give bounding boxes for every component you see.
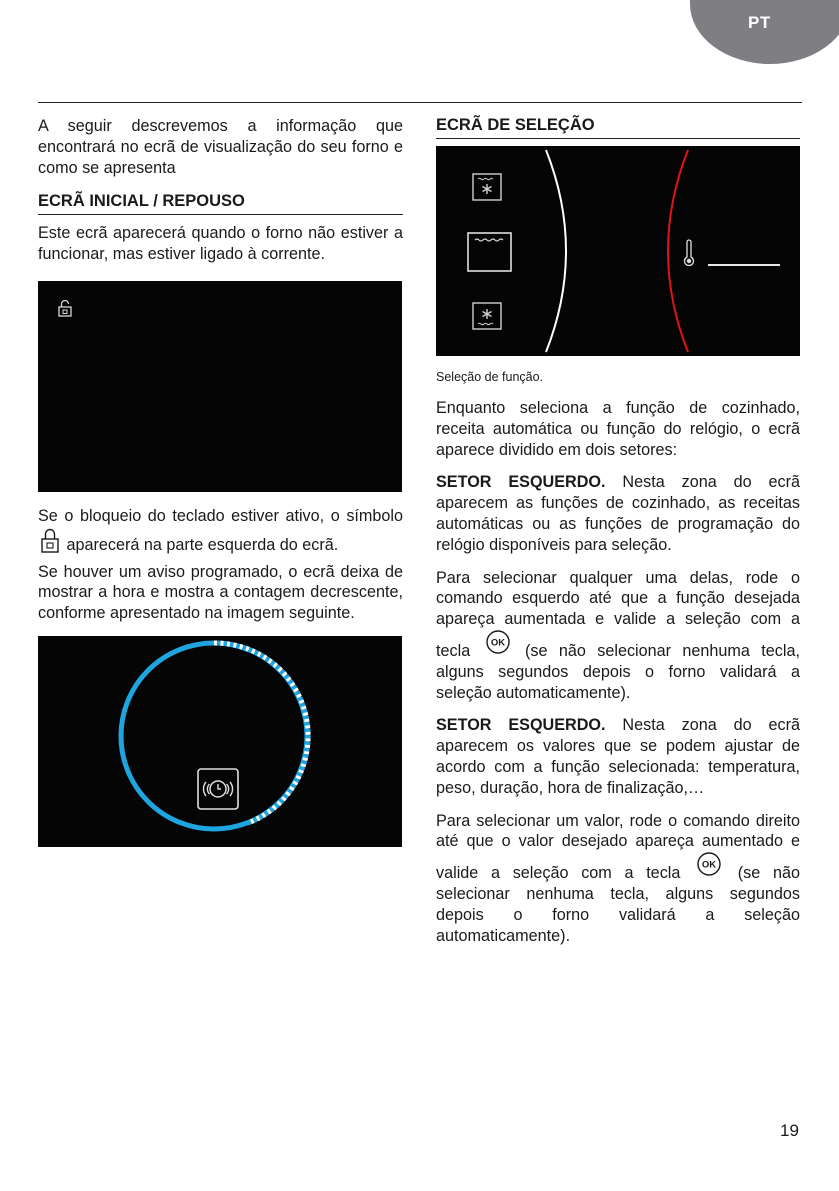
countdown-screen-image <box>38 636 402 847</box>
ok-button-icon <box>485 630 511 654</box>
section-title-home-screen: ECRÃ INICIAL / REPOUSO <box>38 192 403 215</box>
right-column <box>436 116 800 958</box>
fan-oven-icon <box>472 173 502 201</box>
section-title-selection-screen: ECRÃ DE SELEÇÃO <box>436 116 800 139</box>
lock-text-part2: aparecerá na parte esquerda do ecrã. <box>66 535 339 554</box>
alarm-clock-icon <box>197 768 239 810</box>
lock-icon <box>58 299 72 317</box>
thermometer-icon <box>683 239 695 267</box>
fan-bottom-heat-oven-icon <box>472 302 502 330</box>
header-rule <box>38 102 802 103</box>
standby-screen-image <box>38 281 402 492</box>
countdown-ring <box>38 636 402 847</box>
right-sector-text <box>436 715 800 798</box>
selection-intro-text: Enquanto seleciona a função de cozinhado, receita automática ou função do relógio, o ecrã aparece dividido em dois setores: <box>436 399 800 459</box>
select-value-part1: Para selecionar um valor, rode o comando direito até que o valor desejado apareça aumentado e valide a seleção com a tecla <box>436 811 800 883</box>
ok-icon-label: OK <box>490 637 505 649</box>
language-label: PT <box>748 13 771 32</box>
selection-caption: Seleção de função. <box>436 370 544 384</box>
top-heat-oven-icon <box>467 232 512 272</box>
ok-icon-label: OK <box>701 859 717 871</box>
select-function-part2: (se não selecionar nenhuma tecla, alguns segundos depois o forno validará a seleção automaticamente). <box>436 641 800 702</box>
ok-button-icon <box>696 852 722 876</box>
selection-screen-image <box>436 146 800 356</box>
select-value-part2: (se não selecionar nenhuma tecla, alguns segundos depois o forno validará a seleção automaticamente). <box>436 864 800 945</box>
intro-text: A seguir descrevemos a informação que encontrará no ecrã de visualização do seu forno e como se apresenta <box>38 117 403 177</box>
lock-text <box>38 506 403 556</box>
select-value-text <box>436 811 800 947</box>
alarm-text: Se houver um aviso programado, o ecrã deixa de mostrar a hora e mostra a contagem decrescente, conforme apresentado na imagem seguinte. <box>38 562 403 623</box>
left-sector-text <box>436 472 800 555</box>
left-sector-description: Nesta zona do ecrã aparecem as funções de cozinhado, as receitas automáticas ou as funções de programação do relógio disponíveis para seleção. <box>436 473 800 554</box>
lock-icon <box>41 527 59 553</box>
home-screen-text: Este ecrã aparecerá quando o forno não estiver a funcionar, mas estiver ligado à corrente. <box>38 224 403 264</box>
left-column <box>38 116 403 847</box>
right-sector-description: Nesta zona do ecrã aparecem os valores que se podem ajustar de acordo com a função selecionada: temperatura, peso, duração, hora de finalização,… <box>436 716 800 797</box>
page-number: 19 <box>780 1121 799 1140</box>
left-sector-title: SETOR ESQUERDO. <box>436 473 606 492</box>
lock-text-part1: Se o bloqueio do teclado estiver ativo, o símbolo <box>38 506 403 525</box>
select-function-text <box>436 568 800 704</box>
value-placeholder-line <box>708 264 780 266</box>
right-sector-title: SETOR ESQUERDO. <box>436 716 606 735</box>
select-function-part1: Para selecionar qualquer uma delas, rode o comando esquerdo até que a função desejada apareça aumentada e valide a seleção com a tecla <box>436 568 800 660</box>
